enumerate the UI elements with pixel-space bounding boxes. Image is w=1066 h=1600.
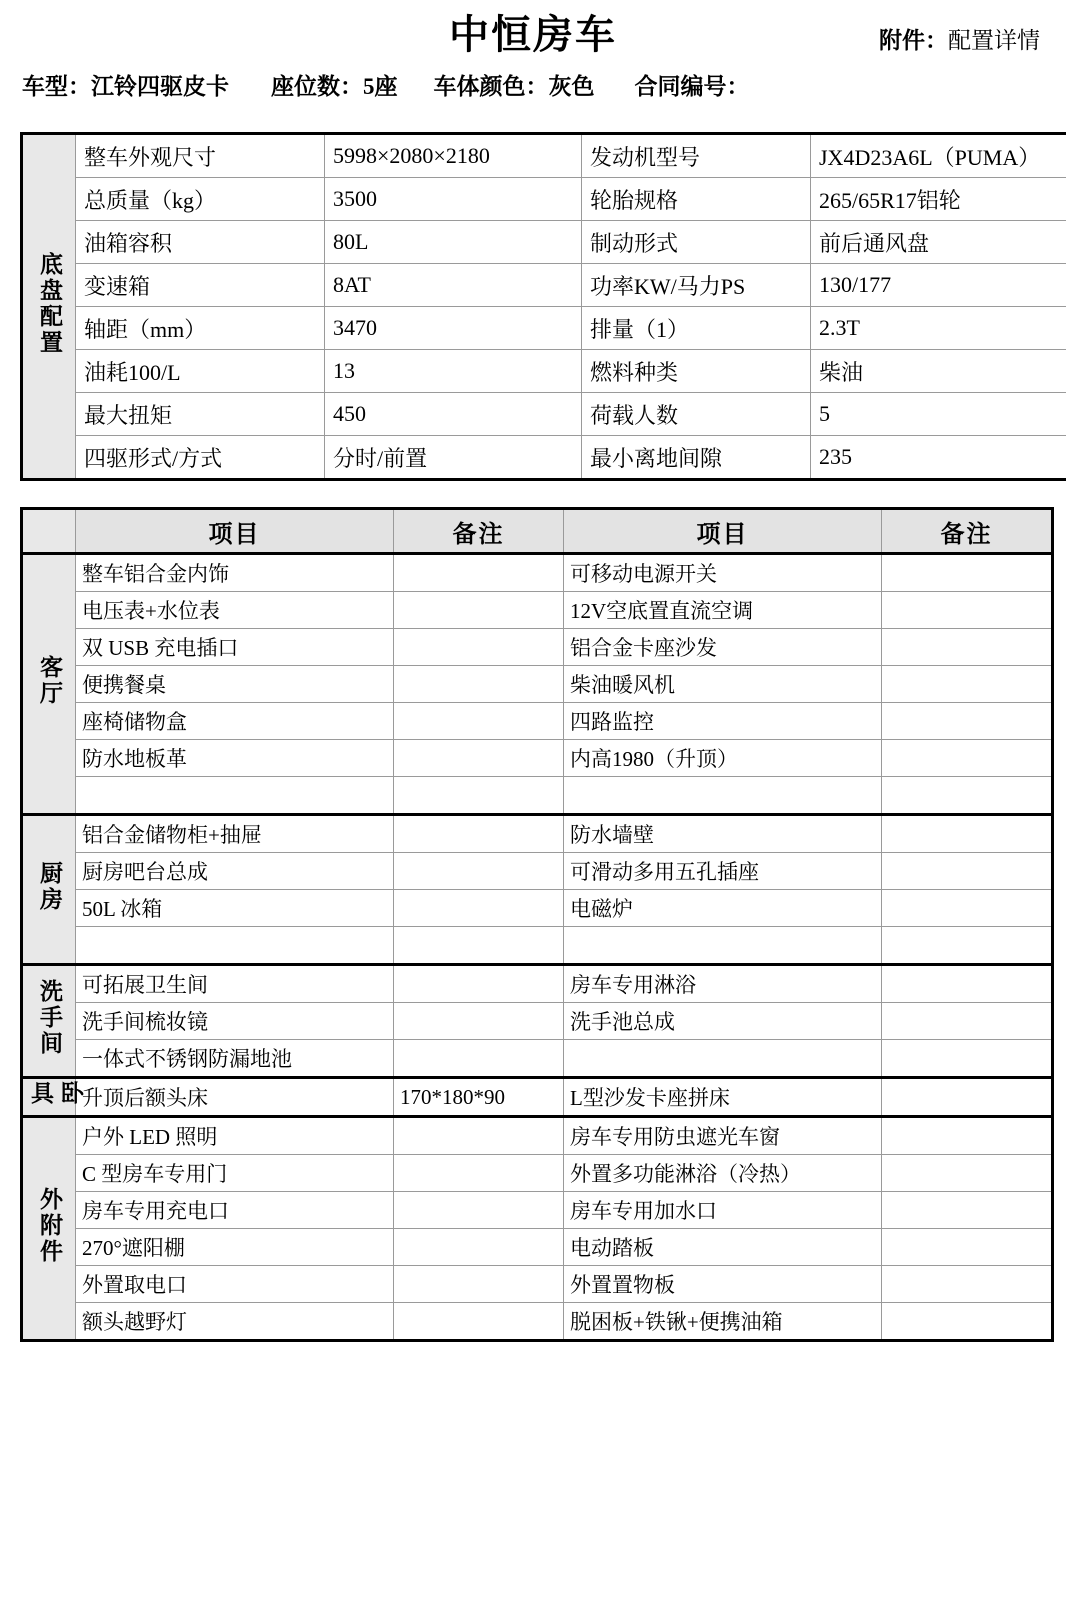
config-note	[882, 853, 1053, 890]
chassis-side-label: 底盘配置	[22, 134, 76, 480]
config-item: 户外 LED 照明	[76, 1117, 394, 1155]
config-item: 外置置物板	[564, 1266, 882, 1303]
table-row	[22, 1078, 1053, 1117]
config-note	[394, 777, 564, 815]
config-item: 50L 冰箱	[76, 890, 394, 927]
configuration-table	[20, 507, 1054, 1342]
table-row	[22, 1192, 1053, 1229]
table-row	[22, 393, 1066, 436]
table-row	[22, 178, 1066, 221]
config-note	[882, 1192, 1053, 1229]
group-label-exterior-accessories: 外附件	[22, 1117, 76, 1341]
config-item	[564, 927, 882, 965]
table-row	[22, 890, 1053, 927]
group-label-living-room: 客厅	[22, 554, 76, 815]
config-note	[394, 890, 564, 927]
column-header-item-2: 项目	[564, 509, 882, 554]
page-title: 中恒房车	[449, 11, 617, 58]
table-row	[22, 592, 1053, 629]
config-note	[882, 703, 1053, 740]
chassis-value: 2.3T	[811, 307, 1066, 350]
config-note	[394, 1003, 564, 1040]
chassis-key: 制动形式	[582, 221, 811, 264]
chassis-key: 功率KW/马力PS	[582, 264, 811, 307]
config-item: 脱困板+铁锹+便携油箱	[564, 1303, 882, 1341]
table-row	[22, 1040, 1053, 1078]
chassis-value: 130/177	[811, 264, 1066, 307]
chassis-value: 前后通风盘	[811, 221, 1066, 264]
config-note	[882, 666, 1053, 703]
config-note	[394, 1040, 564, 1078]
chassis-value: 450	[325, 393, 582, 436]
config-note	[394, 965, 564, 1003]
config-item: L型沙发卡座拼床	[564, 1078, 882, 1117]
config-item: 整车铝合金内饰	[76, 554, 394, 592]
chassis-value: 265/65R17铝轮	[811, 178, 1066, 221]
config-note	[394, 554, 564, 592]
chassis-value: 5	[811, 393, 1066, 436]
chassis-key: 排量（1）	[582, 307, 811, 350]
config-item: 电磁炉	[564, 890, 882, 927]
table-row	[22, 777, 1053, 815]
config-item: 电压表+水位表	[76, 592, 394, 629]
config-note	[394, 1303, 564, 1341]
config-note	[394, 1229, 564, 1266]
config-item: 电动踏板	[564, 1229, 882, 1266]
config-item: 房车专用防虫遮光车窗	[564, 1117, 882, 1155]
table-row	[22, 629, 1053, 666]
group-label-bedding: 卧具	[22, 1078, 76, 1117]
table-row	[22, 1155, 1053, 1192]
table-row	[22, 1303, 1053, 1341]
config-item: C 型房车专用门	[76, 1155, 394, 1192]
config-note	[394, 853, 564, 890]
config-item: 房车专用加水口	[564, 1192, 882, 1229]
config-item: 双 USB 充电插口	[76, 629, 394, 666]
meta-color	[434, 68, 595, 101]
meta-model-label: 车型：	[22, 74, 91, 99]
document-header	[20, 8, 1046, 116]
config-item: 铝合金储物柜+抽屉	[76, 815, 394, 853]
chassis-key: 轴距（mm）	[76, 307, 325, 350]
config-item: 防水地板革	[76, 740, 394, 777]
config-note	[882, 1303, 1053, 1341]
chassis-value: JX4D23A6L（PUMA）	[811, 134, 1066, 178]
chassis-spec-table	[20, 132, 1066, 481]
table-row	[22, 134, 1066, 178]
chassis-key: 荷载人数	[582, 393, 811, 436]
chassis-key: 油箱容积	[76, 221, 325, 264]
config-note	[394, 703, 564, 740]
config-item	[564, 777, 882, 815]
table-row	[22, 666, 1053, 703]
chassis-key: 总质量（kg）	[76, 178, 325, 221]
meta-seats-label: 座位数：	[271, 74, 363, 99]
table-row	[22, 1229, 1053, 1266]
table-row	[22, 554, 1053, 592]
config-item: 额头越野灯	[76, 1303, 394, 1341]
config-item: 房车专用淋浴	[564, 965, 882, 1003]
config-note	[882, 965, 1053, 1003]
table-row	[22, 221, 1066, 264]
config-note	[882, 1229, 1053, 1266]
table-row	[22, 307, 1066, 350]
config-note	[394, 666, 564, 703]
chassis-key: 变速箱	[76, 264, 325, 307]
column-header-item-1: 项目	[76, 509, 394, 554]
config-item: 12V空底置直流空调	[564, 592, 882, 629]
config-note	[882, 815, 1053, 853]
meta-contract-label: 合同编号：	[634, 74, 750, 99]
chassis-key: 油耗100/L	[76, 350, 325, 393]
config-note	[394, 629, 564, 666]
chassis-value: 分时/前置	[325, 436, 582, 480]
config-note	[882, 890, 1053, 927]
group-header-blank	[22, 509, 76, 554]
config-item: 内高1980（升顶）	[564, 740, 882, 777]
config-note	[882, 1003, 1053, 1040]
meta-seats-value: 5座	[363, 74, 398, 99]
group-label-bathroom: 洗手间	[22, 965, 76, 1078]
chassis-value: 5998×2080×2180	[325, 134, 582, 178]
chassis-value: 3500	[325, 178, 582, 221]
config-item: 外置多功能淋浴（冷热）	[564, 1155, 882, 1192]
table-row	[22, 740, 1053, 777]
table-row	[22, 1003, 1053, 1040]
config-note	[882, 740, 1053, 777]
config-note	[394, 592, 564, 629]
config-note	[882, 1040, 1053, 1078]
config-note	[394, 1266, 564, 1303]
meta-color-value: 灰色	[548, 74, 595, 99]
config-item: 房车专用充电口	[76, 1192, 394, 1229]
meta-model	[22, 68, 229, 101]
config-item: 可拓展卫生间	[76, 965, 394, 1003]
table-row	[22, 436, 1066, 480]
attachment-label: 附件：	[879, 28, 948, 53]
meta-seats	[271, 68, 398, 101]
config-note	[394, 740, 564, 777]
config-note	[882, 777, 1053, 815]
table-row	[22, 815, 1053, 853]
table-row	[22, 703, 1053, 740]
config-note	[882, 1078, 1053, 1117]
config-note: 170*180*90	[394, 1078, 564, 1117]
attachment-value: 配置详情	[948, 28, 1040, 53]
config-item: 厨房吧台总成	[76, 853, 394, 890]
column-header-note-1: 备注	[394, 509, 564, 554]
config-note	[394, 815, 564, 853]
chassis-key: 发动机型号	[582, 134, 811, 178]
config-note	[394, 1155, 564, 1192]
config-item: 洗手间梳妆镜	[76, 1003, 394, 1040]
config-item: 升顶后额头床	[76, 1078, 394, 1117]
chassis-key: 整车外观尺寸	[76, 134, 325, 178]
table-row	[22, 965, 1053, 1003]
config-item	[76, 927, 394, 965]
config-item: 座椅储物盒	[76, 703, 394, 740]
config-note	[882, 1266, 1053, 1303]
chassis-value: 13	[325, 350, 582, 393]
config-item	[76, 777, 394, 815]
chassis-key: 四驱形式/方式	[76, 436, 325, 480]
table-row	[22, 264, 1066, 307]
chassis-value: 80L	[325, 221, 582, 264]
attachment-note	[879, 22, 1040, 55]
table-row	[22, 1266, 1053, 1303]
table-row	[22, 350, 1066, 393]
chassis-key: 最大扭矩	[76, 393, 325, 436]
config-note	[882, 592, 1053, 629]
table-header-row	[22, 509, 1053, 554]
config-note	[882, 554, 1053, 592]
table-row	[22, 853, 1053, 890]
column-header-note-2: 备注	[882, 509, 1053, 554]
config-item: 柴油暖风机	[564, 666, 882, 703]
vehicle-meta-row	[20, 68, 1046, 101]
config-item: 防水墙壁	[564, 815, 882, 853]
config-item: 一体式不锈钢防漏地池	[76, 1040, 394, 1078]
chassis-key: 燃料种类	[582, 350, 811, 393]
config-note	[882, 1117, 1053, 1155]
chassis-value: 235	[811, 436, 1066, 480]
meta-contract	[635, 68, 750, 101]
config-item: 铝合金卡座沙发	[564, 629, 882, 666]
table-row	[22, 1117, 1053, 1155]
config-item: 可移动电源开关	[564, 554, 882, 592]
config-note	[394, 1192, 564, 1229]
meta-color-label: 车体颜色：	[433, 74, 549, 99]
config-note	[882, 927, 1053, 965]
chassis-value: 8AT	[325, 264, 582, 307]
config-note	[394, 927, 564, 965]
config-note	[394, 1117, 564, 1155]
group-label-kitchen: 厨房	[22, 815, 76, 965]
chassis-key: 轮胎规格	[582, 178, 811, 221]
config-item: 洗手池总成	[564, 1003, 882, 1040]
config-item: 可滑动多用五孔插座	[564, 853, 882, 890]
config-item	[564, 1040, 882, 1078]
chassis-value: 柴油	[811, 350, 1066, 393]
config-note	[882, 1155, 1053, 1192]
config-note	[882, 629, 1053, 666]
config-item: 便携餐桌	[76, 666, 394, 703]
config-item: 四路监控	[564, 703, 882, 740]
chassis-key: 最小离地间隙	[582, 436, 811, 480]
meta-model-value: 江铃四驱皮卡	[91, 74, 229, 99]
config-item: 外置取电口	[76, 1266, 394, 1303]
table-row	[22, 927, 1053, 965]
chassis-value: 3470	[325, 307, 582, 350]
config-item: 270°遮阳棚	[76, 1229, 394, 1266]
